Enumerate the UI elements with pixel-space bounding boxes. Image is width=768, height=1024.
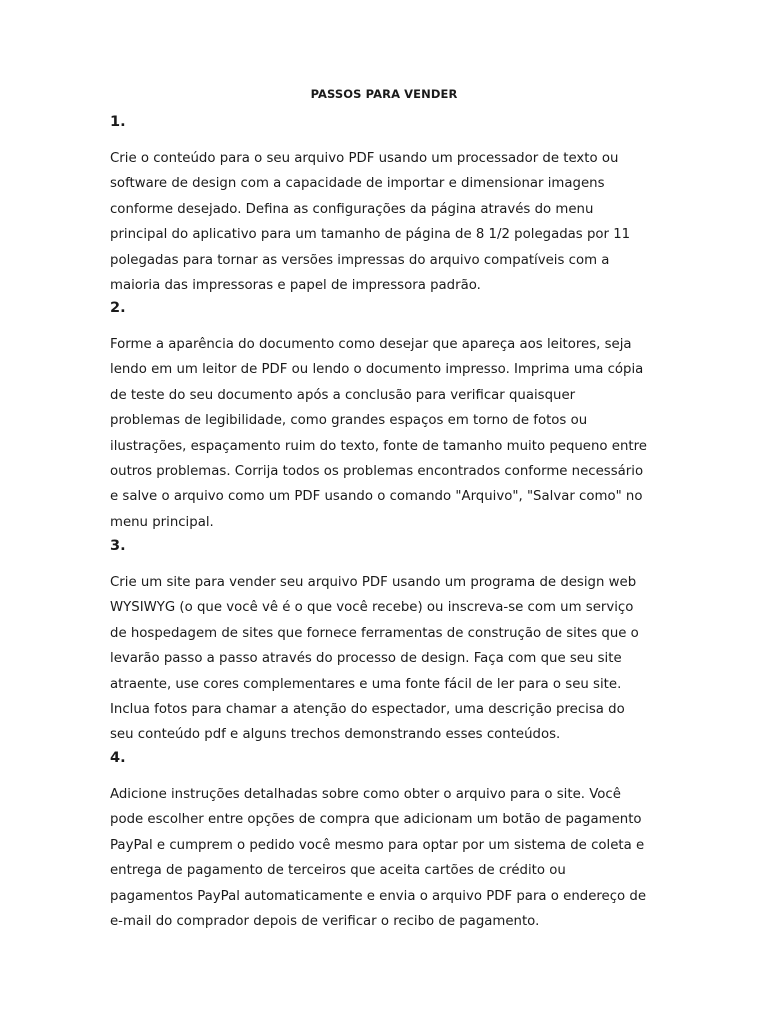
step-section: [110, 536, 670, 748]
step-paragraph: Crie o conteúdo para o seu arquivo PDF usando um processador de texto ou software de design com a capacidade de importar e dimensionar imagens conforme desejado. Defina as configurações da página através do menu principal do aplicativo para um tamanho de página de 8 1/2 polegadas por 11 polegadas para tornar as versões impressas do arquivo compatíveis com a maioria das impressoras e papel de impressora padrão.: [110, 151, 631, 294]
step-number: 3.: [110, 538, 126, 554]
step-section: [110, 112, 670, 298]
step-number: 1.: [110, 114, 126, 130]
step-section: [110, 298, 670, 535]
step-paragraph: Adicione instruções detalhadas sobre como obter o arquivo para o site. Você pode escolher entre opções de compra que adicionam um botão de pagamento PayPal e cumprem o pedido você mesmo para optar por um sistema de coleta e entrega de pagamento de terceiros que aceita cartões de crédito ou pagamentos PayPal automaticamente e envia o arquivo PDF para o endereço de e-mail do comprador depois de verificar o recibo de pagamento.: [110, 787, 647, 930]
document-title: PASSOS PARA VENDER: [310, 87, 458, 101]
step-section: [110, 748, 670, 934]
step-paragraph: Crie um site para vender seu arquivo PDF usando um programa de design web WYSIWYG (o que você vê é o que você recebe) ou inscreva-se com um serviço de hospedagem de sites que fornece ferramentas de construção de sites que o levarão passo a passo através do processo de design. Faça com que seu site atraente, use cores complementares e uma fonte fácil de ler para o seu site. Inclua fotos para chamar a atenção do espectador, uma descrição precisa do seu conteúdo pdf e alguns trechos demonstrando esses conteúdos.: [110, 575, 639, 743]
step-number: 4.: [110, 750, 126, 766]
step-number: 2.: [110, 300, 126, 316]
step-paragraph: Forme a aparência do documento como desejar que apareça aos leitores, seja lendo em um leitor de PDF ou lendo o documento impresso. Imprima uma cópia de teste do seu documento após a conclusão para verificar quaisquer problemas de legibilidade, como grandes espaços em torno de fotos ou ilustrações, espaçamento ruim do texto, fonte de tamanho muito pequeno entre outros problemas. Corrija todos os problemas encontrados conforme necessário e salve o arquivo como um PDF usando o comando "Arquivo", "Salvar como" no menu principal.: [110, 337, 647, 530]
